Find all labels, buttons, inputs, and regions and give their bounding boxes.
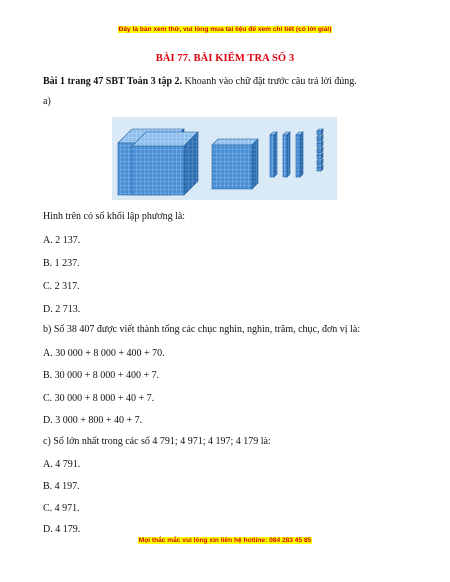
part-a-option-b: B. 1 237.: [43, 258, 80, 269]
ten-rod: [296, 132, 303, 177]
thousand-cube: [132, 132, 198, 195]
part-a-option-d: D. 2 713.: [43, 304, 81, 315]
part-b-question: b) Số 38 407 được viết thành tổng các chục nghìn, nghìn, trăm, chục, đơn vị là:: [43, 324, 361, 335]
unit-cube: [317, 153, 323, 159]
part-b-option-a: A. 30 000 + 8 000 + 400 + 70.: [43, 348, 165, 359]
part-b-option-b: B. 30 000 + 8 000 + 400 + 7.: [43, 370, 160, 381]
hotline-banner: Mọi thắc mắc vui lòng xin liên hệ hotline: 084 283 45 85: [138, 537, 312, 544]
part-c-option-a: A. 4 791.: [43, 459, 81, 470]
part-a-question: Hình trên có số khối lập phương là:: [43, 211, 186, 222]
part-b-option-c: C. 30 000 + 8 000 + 40 + 7.: [43, 393, 155, 404]
unit-cube: [317, 141, 323, 147]
part-a-option-c: C. 2 317.: [43, 281, 80, 292]
unit-cube: [317, 147, 323, 153]
part-a-option-a: A. 2 137.: [43, 235, 81, 246]
part-c-option-c: C. 4 971.: [43, 503, 80, 514]
base-ten-blocks-figure: [112, 117, 337, 200]
unit-cube: [317, 129, 323, 135]
part-c-question: c) Số lớn nhất trong các số 4 791; 4 971; 4 197; 4 179 là:: [43, 436, 271, 447]
hundred-plate: [212, 139, 258, 189]
exercise-instruction: Khoanh vào chữ đặt trước câu trả lời đúng.: [182, 76, 357, 87]
ten-rod: [270, 132, 277, 177]
part-b-option-d: D. 3 000 + 800 + 40 + 7.: [43, 415, 143, 426]
unit-cube: [317, 165, 323, 171]
part-c-option-b: B. 4 197.: [43, 481, 80, 492]
preview-banner: Đây là bản xem thử, vui lòng mua tài liệu để xem chi tiết (có lời giải): [118, 26, 332, 33]
unit-cube: [317, 159, 323, 165]
lesson-title: BÀI 77. BÀI KIỂM TRA SỐ 3: [155, 53, 295, 64]
ten-rod: [283, 132, 290, 177]
part-a-label: a): [43, 96, 51, 107]
unit-cube: [317, 135, 323, 141]
exercise-heading: Bài 1 trang 47 SBT Toán 3 tập 2.: [43, 76, 183, 87]
part-c-option-d: D. 4 179.: [43, 524, 81, 535]
exercise-heading-line: [43, 76, 357, 87]
